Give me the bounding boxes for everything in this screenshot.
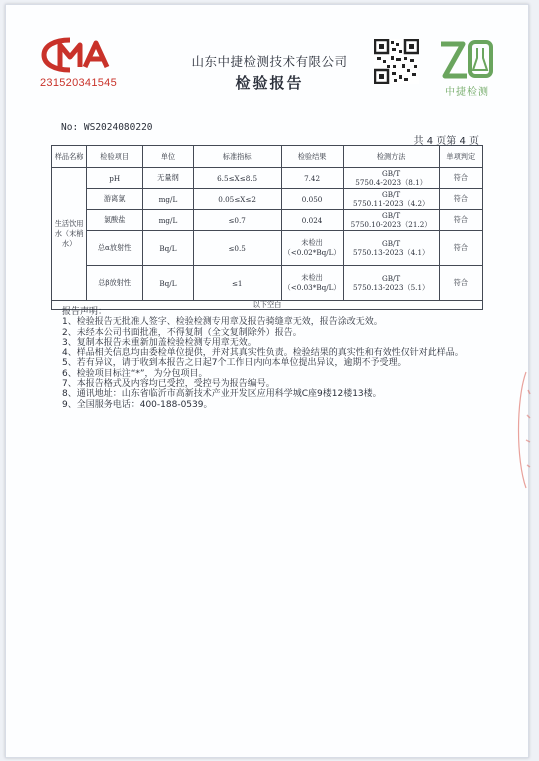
verdict-cell: 符合 bbox=[439, 189, 482, 210]
report-statement bbox=[62, 307, 464, 410]
report-number: No: WS2024080220 bbox=[61, 122, 153, 133]
method-code: GB/T bbox=[381, 189, 401, 199]
unit-cell: Bq/L bbox=[143, 266, 194, 301]
header-sample-name: 样品名称 bbox=[52, 146, 87, 168]
unit-cell: 无量纲 bbox=[143, 168, 194, 189]
table-row bbox=[52, 168, 483, 189]
statement-item: 2、未经本公司书面批准，不得复制（全文复制除外）报告。 bbox=[62, 327, 302, 338]
table-row bbox=[52, 210, 483, 231]
cma-number: 231520341545 bbox=[40, 77, 118, 89]
header-standard: 标准指标 bbox=[193, 146, 281, 168]
header-result: 检验结果 bbox=[281, 146, 343, 168]
header-test-item: 检验项目 bbox=[87, 146, 143, 168]
unit-cell: mg/L bbox=[143, 189, 194, 210]
method-cell bbox=[343, 231, 439, 266]
header-verdict: 单项判定 bbox=[439, 146, 482, 168]
result-detection-limit: （<0.03*Bq/L） bbox=[283, 283, 341, 292]
table-row bbox=[52, 266, 483, 301]
result-value: 未检出 bbox=[301, 273, 323, 282]
header-unit: 单位 bbox=[143, 146, 194, 168]
result-cell bbox=[281, 231, 343, 266]
standard-cell: ≤1 bbox=[193, 266, 281, 301]
statement-item: 3、复制本报告未重新加盖检验检测专用章无效。 bbox=[62, 337, 257, 348]
statement-heading: 报告声明： bbox=[62, 307, 108, 317]
company-logo bbox=[437, 38, 495, 82]
statement-item: 9、全国服务电话：400-188-0539。 bbox=[62, 399, 213, 410]
method-cell bbox=[343, 210, 439, 231]
verdict-cell: 符合 bbox=[439, 168, 482, 189]
statement-item: 8、通讯地址：山东省临沂市高新技术产业开发区应用科学城C座9楼12楼13楼。 bbox=[62, 389, 382, 400]
method-code: GB/T bbox=[381, 238, 401, 248]
method-code: GB/T bbox=[381, 210, 401, 220]
table-row bbox=[52, 189, 483, 210]
table-header-row bbox=[52, 146, 483, 168]
header-method: 检测方法 bbox=[343, 146, 439, 168]
result-cell bbox=[281, 266, 343, 301]
verdict-cell: 符合 bbox=[439, 266, 482, 301]
method-cell bbox=[343, 168, 439, 189]
company-logo-text: 中捷检测 bbox=[445, 87, 489, 98]
statement-item: 7、本报告格式及内容均已受控，受控号为报告编号。 bbox=[62, 379, 275, 390]
unit-cell: Bq/L bbox=[143, 231, 194, 266]
blank-below-note: 以下空白 bbox=[52, 301, 483, 310]
method-clause: 5750.13-2023（5.1） bbox=[352, 282, 430, 292]
item-cell: pH bbox=[87, 168, 143, 189]
item-cell: 氯酸盐 bbox=[87, 210, 143, 231]
statement-item: 6、检验项目标注“*”，为分包项目。 bbox=[62, 368, 208, 379]
standard-cell: ≤0.5 bbox=[193, 231, 281, 266]
company-name: 山东中捷检测技术有限公司 bbox=[191, 54, 348, 69]
statement-item: 1、检验报告无批准人签字、检验检测专用章及报告骑缝章无效，报告涂改无效。 bbox=[62, 317, 383, 328]
seal-stamp-edge bbox=[512, 370, 532, 490]
unit-cell: mg/L bbox=[143, 210, 194, 231]
statement-item: 5、若有异议，请于收到本报告之日起7个工作日内向本单位提出异议，逾期不予受理。 bbox=[62, 358, 407, 369]
report-title: 检验报告 bbox=[235, 74, 304, 92]
item-cell: 总α放射性 bbox=[87, 231, 143, 266]
result-value: 未检出 bbox=[301, 238, 323, 247]
standard-cell: 6.5≤X≤8.5 bbox=[193, 168, 281, 189]
standard-cell: 0.05≤X≤2 bbox=[193, 189, 281, 210]
method-code: GB/T bbox=[381, 273, 401, 283]
qr-code-icon bbox=[374, 39, 419, 84]
method-clause: 5750.4-2023（8.1） bbox=[355, 177, 427, 187]
results-table bbox=[51, 145, 483, 310]
result-cell: 0.024 bbox=[281, 210, 343, 231]
item-cell: 游离氯 bbox=[87, 189, 143, 210]
result-detection-limit: （<0.02*Bq/L） bbox=[283, 248, 341, 257]
method-cell bbox=[343, 266, 439, 301]
item-cell: 总β放射性 bbox=[87, 266, 143, 301]
verdict-cell: 符合 bbox=[439, 210, 482, 231]
method-clause: 5750.11-2023（4.2） bbox=[352, 198, 430, 208]
page-info: 共 4 页第 4 页 bbox=[413, 136, 479, 147]
verdict-cell: 符合 bbox=[439, 231, 482, 266]
result-cell: 0.050 bbox=[281, 189, 343, 210]
sample-name-cell: 生活饮用水（末梢水） bbox=[52, 168, 87, 301]
statement-item: 4、样品相关信息均由委检单位提供，并对其真实性负责。检验结果的真实性和有效性仅针对此样品。 bbox=[62, 348, 464, 359]
table-row bbox=[52, 231, 483, 266]
method-code: GB/T bbox=[381, 168, 401, 178]
method-clause: 5750.10-2023（21.2） bbox=[350, 219, 432, 229]
result-cell: 7.42 bbox=[281, 168, 343, 189]
standard-cell: ≤0.7 bbox=[193, 210, 281, 231]
method-clause: 5750.13-2023（4.1） bbox=[352, 247, 430, 257]
method-cell bbox=[343, 189, 439, 210]
